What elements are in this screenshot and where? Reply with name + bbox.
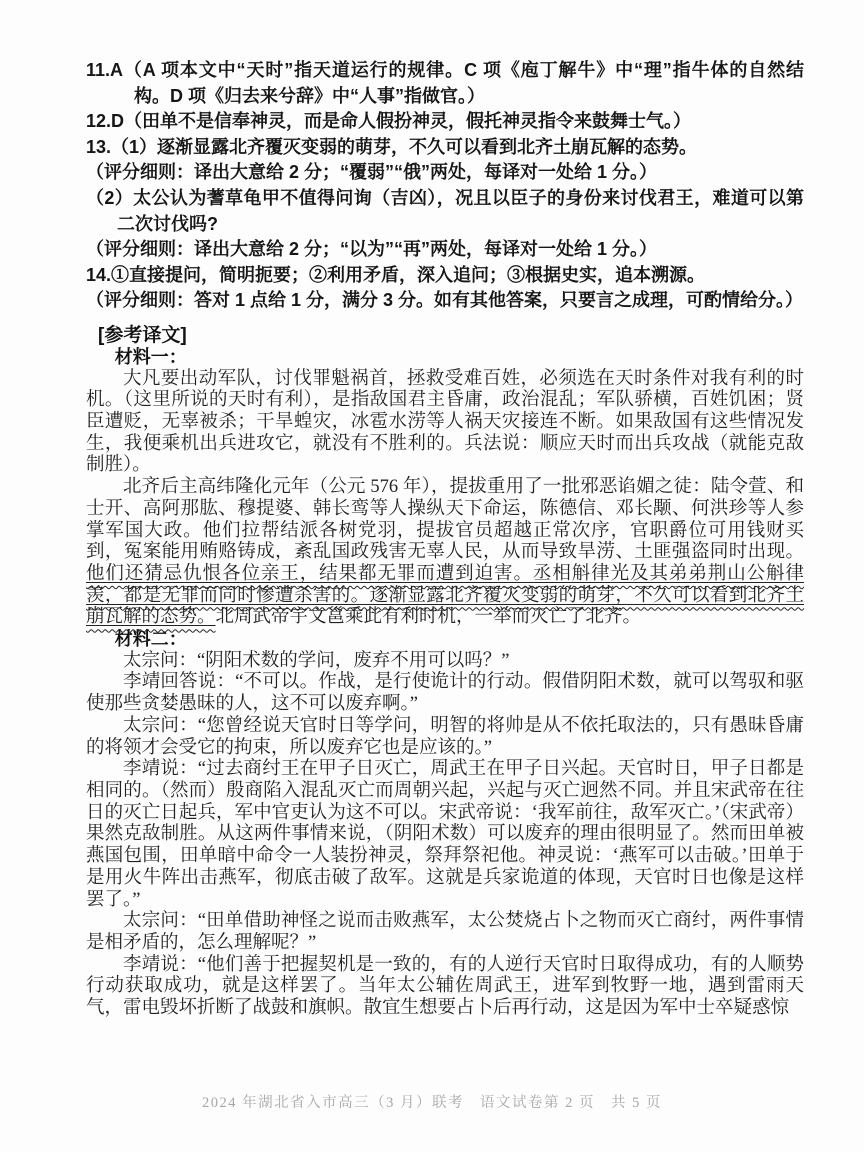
material1-p2-text-end: 北周武帝宇文邕乘此有利时机，一举而灭亡了北齐。 (215, 607, 642, 628)
material1-paragraph-1: 大凡要出动军队，讨伐罪魁祸首，拯救受难百姓，必须选在天时条件对我有利的时机。（这里所说的天时有利），是指敌国君主昏庸，政治混乱；军队骄横，百姓饥困；贤臣遭贬，无辜被杀；干旱蝗灾，冰雹水涝等人祸天灾接连不断。如果敌国有这些情况发生，我便乘机出兵进攻它，就没有不胜利的。兵法说：顺应天时而出兵攻战（就能克敌制胜）。 (86, 368, 804, 476)
page-footer (0, 1091, 864, 1112)
material2-paragraph-6: 李靖说：“他们善于把握契机是一致的，有的人逆行天官时日取得成功，有的人顺势行动获取成功，就是这样罢了。当年太公辅佐周武王，进军到牧野一地，遇到雷雨天气，雷电毁坏折断了战鼓和旗帜。散宜生想要占卜后再行动，这是因为军中士卒疑惑惊 (86, 954, 804, 1019)
answer-item-14-rubric: （评分细则：答对 1 点给 1 分，满分 3 分。如有其他答案，只要言之成理，可酌情给分。） (86, 290, 804, 311)
material1-p2-underlined-text: 他们还猜忌仇恨各位亲王，结果都无罪而遭到迫害。丞相斛律光及其弟弟荆山公斛律羡，都是无罪而同时惨遭杀害的。逐渐显露北齐覆灭变弱的萌芽，不久可以看到北齐土崩瓦解的态势。 (86, 563, 804, 628)
material2-paragraph-3: 太宗问：“您曾经说天官时日等学问，明智的将帅是从不依托取法的，只有愚昧昏庸的将领才会受它的拘束，所以废弃它也是应该的。” (86, 715, 804, 758)
footer-text: 2024 年湖北省入市高三（3 月）联考 语文试卷第 2 页 共 5 页 (202, 1095, 662, 1111)
answer-item-11: 11.A（A 项本文中“天时”指天道运行的规律。C 项《庖丁解牛》中“理”指牛体的自然结构。D 项《归去来兮辞》中“人事”指做官。） (86, 60, 804, 106)
material1-p2-text: 北齐后主高纬隆化元年（公元 576 年），提拔重用了一批邪恶谄媚之徒：陆令萱、和士开、高阿那肱、穆提婆、韩长鸾等人操纵天下命运，陈德信、邓长颙、何洪珍等人参掌军国大政。他们拉帮结派各树党羽，提拔官员超越正常次序，官职爵位可用钱财买到，冤案能用贿赂铸成，紊乱国政残害无辜人民，从而导致旱涝、土匪强盗同时出现。 (86, 477, 804, 563)
material2-paragraph-5: 太宗问：“田单借助神怪之说而击败燕军，太公焚烧占卜之物而灭亡商纣，两件事情是相矛盾的，怎么理解呢？” (86, 911, 804, 953)
reference-translation-section (86, 324, 804, 1020)
answer-item-13-1-rubric: （评分细则：译出大意给 2 分；“覆弱”“俄”两处，每译对一处给 1 分。） (86, 162, 658, 183)
material1-label: 材料一： (114, 346, 187, 367)
answer-item-14: 14.①直接提问，简明扼要；②利用矛盾，深入追问；③根据史实，追本溯源。 (86, 264, 706, 285)
material2-paragraph-1: 太宗问：“阴阳术数的学问，废弃不用可以吗？” (123, 650, 510, 671)
answer-item-13-1: 13.（1）逐渐显露北齐覆灭变弱的萌芽，不久可以看到北齐土崩瓦解的态势。 (86, 136, 698, 157)
material2-label: 材料二： (114, 629, 187, 650)
material2-paragraph-2: 李靖回答说：“不可以。作战，是行使诡计的行动。假借阴阳术数，就可以驾驭和驱使那些贪婪愚昧的人，这不可以废弃啊。” (86, 672, 804, 715)
answers-section (86, 58, 804, 314)
answer-item-13-2-rubric: （评分细则：译出大意给 2 分；“以为”“再”两处，每译对一处给 1 分。） (86, 239, 658, 260)
material2-paragraph-4: 李靖说：“过去商纣王在甲子日灭亡，周武王在甲子日兴起。天官时日，甲子日都是相同的。（然而）殷商陷入混乱灭亡而周朝兴起，兴起与灭亡迥然不同。并且宋武帝在往日的灭亡日起兵，军中官吏认为这不可以。宋武帝说：‘我军前往，敌军灭亡。’（宋武帝）果然克敌制胜。从这两件事情来说，（阴阳术数）可以废弃的理由很明显了。然而田单被燕国包围，田单暗中命令一人装扮神灵，祭拜祭祀他。神灵说：‘燕军可以击破。’田单于是用火牛阵出击燕军，彻底击破了敌军。这就是兵家诡道的体现，天官时日也像是这样罢了。” (86, 759, 804, 910)
answer-item-13-2: （2）太公认为蓍草龟甲不值得问询（吉凶），况且以臣子的身份来讨伐君王，难道可以第二次讨伐吗? (86, 187, 804, 234)
material1-paragraph-2 (86, 477, 804, 629)
answer-item-12: 12.D（田单不是信奉神灵，而是命人假扮神灵，假托神灵指令来鼓舞士气。） (86, 111, 692, 132)
translation-heading: [参考译文] (98, 324, 187, 346)
